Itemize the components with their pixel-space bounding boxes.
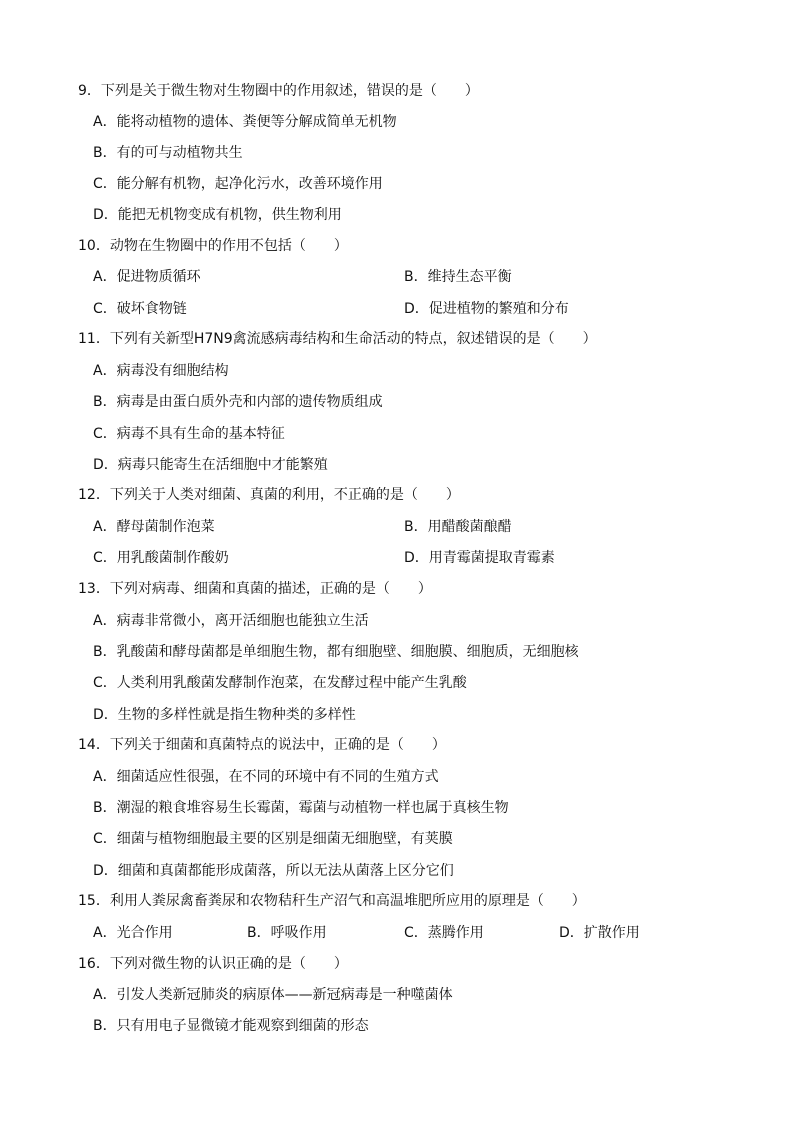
question-11-option-c: C．病毒不具有生命的基本特征 — [93, 426, 285, 442]
question-16-option-a: A．引发人类新冠肺炎的病原体——新冠病毒是一种噬菌体 — [93, 987, 453, 1003]
question-9-stem: 9．下列是关于微生物对生物圈中的作用叙述，错误的是（ ） — [78, 83, 479, 99]
question-9-option-a: A．能将动植物的遗体、粪便等分解成简单无机物 — [93, 114, 397, 130]
question-16-stem: 16．下列对微生物的认识正确的是（ ） — [78, 956, 348, 972]
question-14-option-a: A．细菌适应性很强，在不同的环境中有不同的生殖方式 — [93, 769, 439, 785]
question-10-option-d: D．促进植物的繁殖和分布 — [404, 301, 569, 317]
question-15-option-a: A．光合作用 — [93, 925, 173, 941]
question-10-option-c: C．破坏食物链 — [93, 301, 187, 317]
question-11-option-b: B．病毒是由蛋白质外壳和内部的遗传物质组成 — [93, 394, 383, 410]
question-13-option-b: B．乳酸菌和酵母菌都是单细胞生物，都有细胞壁、细胞膜、细胞质，无细胞核 — [93, 644, 579, 660]
question-12-stem: 12．下列关于人类对细菌、真菌的利用，不正确的是（ ） — [78, 487, 460, 503]
question-12-option-b: B．用醋酸菌酿醋 — [404, 519, 512, 535]
question-10-stem: 10．动物在生物圈中的作用不包括（ ） — [78, 238, 348, 254]
question-10-option-b: B．维持生态平衡 — [404, 269, 512, 285]
question-15-stem: 15．利用人粪尿禽畜粪尿和农物秸秆生产沼气和高温堆肥所应用的原理是（ ） — [78, 893, 586, 909]
question-14-option-c: C．细菌与植物细胞最主要的区别是细菌无细胞壁，有荚膜 — [93, 831, 453, 847]
question-16-option-b: B．只有用电子显微镜才能观察到细菌的形态 — [93, 1018, 369, 1034]
question-11-option-a: A．病毒没有细胞结构 — [93, 363, 229, 379]
question-9-option-b: B．有的可与动植物共生 — [93, 145, 243, 161]
question-15-option-d: D．扩散作用 — [559, 925, 640, 941]
question-10-option-a: A．促进物质循环 — [93, 269, 201, 285]
question-12-option-d: D．用青霉菌提取青霉素 — [404, 550, 555, 566]
question-13-stem: 13．下列对病毒、细菌和真菌的描述，正确的是（ ） — [78, 581, 432, 597]
question-13-option-d: D．生物的多样性就是指生物种类的多样性 — [93, 707, 356, 723]
question-14-option-d: D．细菌和真菌都能形成菌落，所以无法从菌落上区分它们 — [93, 863, 454, 879]
question-9-option-c: C．能分解有机物，起净化污水，改善环境作用 — [93, 176, 383, 192]
question-14-stem: 14．下列关于细菌和真菌特点的说法中，正确的是（ ） — [78, 737, 446, 753]
question-11-stem: 11．下列有关新型H7N9禽流感病毒结构和生命活动的特点，叙述错误的是（ ） — [78, 331, 597, 347]
question-9-option-d: D．能把无机物变成有机物，供生物利用 — [93, 207, 342, 223]
question-12-option-a: A．酵母菌制作泡菜 — [93, 519, 215, 535]
question-13-option-c: C．人类利用乳酸菌发酵制作泡菜，在发酵过程中能产生乳酸 — [93, 675, 467, 691]
question-15-option-b: B．呼吸作用 — [247, 925, 327, 941]
question-13-option-a: A．病毒非常微小，离开活细胞也能独立生活 — [93, 613, 369, 629]
question-11-option-d: D．病毒只能寄生在活细胞中才能繁殖 — [93, 457, 328, 473]
question-15-option-c: C．蒸腾作用 — [404, 925, 484, 941]
question-12-option-c: C．用乳酸菌制作酸奶 — [93, 550, 229, 566]
question-14-option-b: B．潮湿的粮食堆容易生长霉菌，霉菌与动植物一样也属于真核生物 — [93, 800, 509, 816]
